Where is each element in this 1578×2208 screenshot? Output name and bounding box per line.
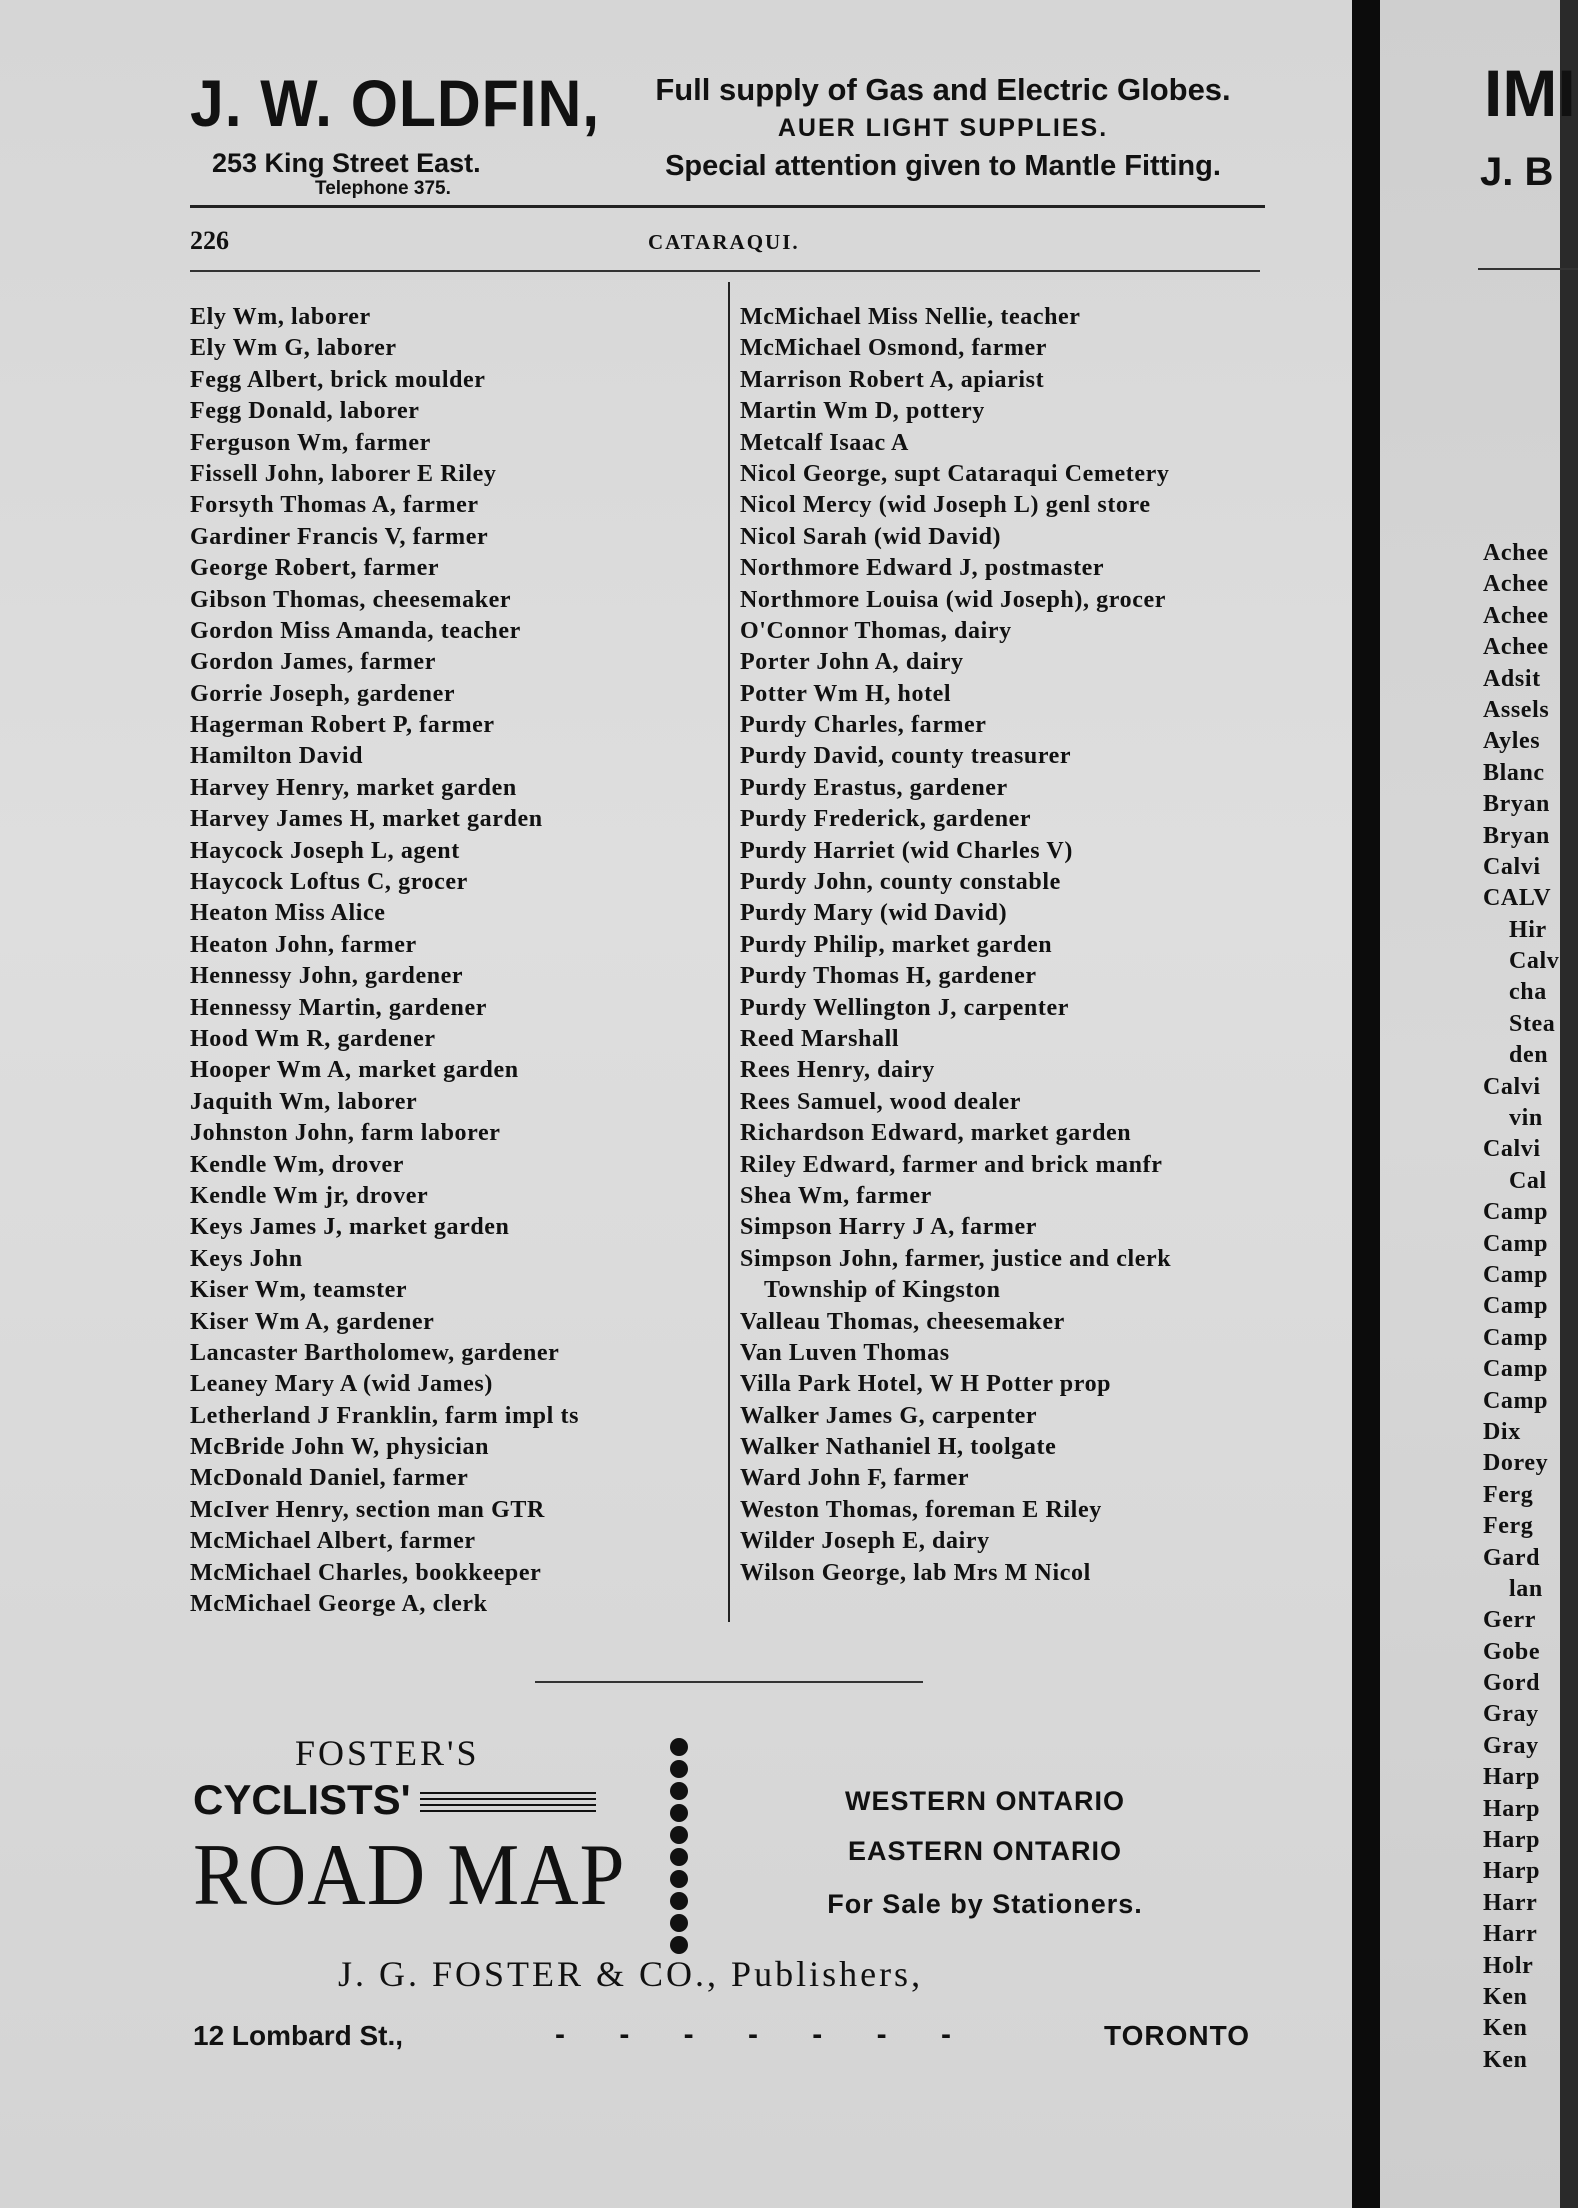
list-item: McDonald Daniel, farmer	[190, 1465, 469, 1492]
list-item: Fegg Donald, laborer	[190, 398, 420, 425]
list-item: Heaton John, farmer	[190, 931, 417, 958]
list-item: Nicol George, supt Cataraqui Cemetery	[740, 460, 1170, 487]
list-item: Calvi	[1483, 1073, 1541, 1100]
facing-page-title: IMI	[1484, 56, 1576, 130]
list-item: Wilson George, lab Mrs M Nicol	[740, 1559, 1091, 1586]
ad-line-2: AUER LIGHT SUPPLIES.	[777, 114, 1109, 142]
list-item: Purdy Erastus, gardener	[740, 774, 1008, 801]
list-item: cha	[1509, 979, 1547, 1006]
list-item: Gard	[1483, 1544, 1541, 1571]
list-item: Stea	[1509, 1010, 1556, 1037]
ad-city: TORONTO	[1104, 2020, 1250, 2051]
facing-page-list	[1483, 538, 1559, 2076]
advertiser-street: 253 King Street East.	[212, 148, 481, 178]
list-item: Northmore Louisa (wid Joseph), grocer	[740, 586, 1166, 613]
list-item: McMichael George A, clerk	[190, 1591, 488, 1618]
list-item: Riley Edward, farmer and brick manfr	[740, 1151, 1163, 1178]
ad-western: WESTERN ONTARIO	[845, 1786, 1125, 1816]
list-item: Purdy Harriet (wid Charles V)	[740, 837, 1073, 864]
advertiser-name: J. W. OLDFIN,	[190, 66, 601, 140]
ad-line-1: Full supply of Gas and Electric Globes.	[655, 72, 1231, 107]
list-item: Harr	[1483, 1921, 1538, 1948]
list-item: Calv	[1509, 948, 1560, 975]
list-item: Gibson Thomas, cheesemaker	[190, 586, 512, 613]
list-item: Leaney Mary A (wid James)	[190, 1371, 493, 1398]
list-item: Fissell John, laborer E Riley	[190, 460, 497, 487]
list-item: Reed Marshall	[740, 1025, 900, 1052]
list-item: Hood Wm R, gardener	[190, 1025, 436, 1052]
list-item: Keys John	[190, 1245, 303, 1272]
dot-divider	[670, 1738, 688, 1958]
list-item: Walker Nathaniel H, toolgate	[740, 1434, 1057, 1461]
list-item: Letherland J Franklin, farm impl ts	[190, 1402, 580, 1429]
list-item: Forsyth Thomas A, farmer	[190, 492, 479, 519]
list-item: McIver Henry, section man GTR	[190, 1496, 545, 1523]
list-item: Keys James J, market garden	[190, 1214, 510, 1241]
list-item: Rees Samuel, wood dealer	[740, 1088, 1022, 1115]
list-item: Gray	[1483, 1732, 1539, 1759]
list-item: Ken	[1483, 2015, 1528, 2042]
list-item: Nicol Sarah (wid David)	[740, 523, 1002, 550]
list-item: Camp	[1483, 1356, 1549, 1383]
list-item: Calvi	[1483, 1136, 1541, 1163]
list-item: Purdy Charles, farmer	[740, 712, 987, 739]
list-item: Lancaster Bartholomew, gardener	[190, 1339, 560, 1366]
list-item: Northmore Edward J, postmaster	[740, 555, 1105, 582]
facing-page-fragment	[1380, 0, 1576, 2208]
list-item: Harvey Henry, market garden	[190, 774, 517, 801]
list-item: Calvi	[1483, 853, 1541, 880]
list-item: Adsit	[1483, 665, 1541, 692]
advertiser-phone: Telephone 375.	[315, 178, 451, 199]
list-item: McMichael Charles, bookkeeper	[190, 1559, 542, 1586]
list-item: CALV	[1483, 885, 1552, 912]
ad-cyclists: CYCLISTS'	[193, 1776, 411, 1823]
header-rule	[190, 205, 1265, 208]
column-divider	[728, 282, 730, 1622]
list-item: Johnston John, farm laborer	[190, 1120, 501, 1147]
list-item: Rees Henry, dairy	[740, 1057, 935, 1084]
list-item: Camp	[1483, 1324, 1549, 1351]
list-item: McMichael Osmond, farmer	[740, 335, 1047, 362]
list-item: Hamilton David	[190, 743, 364, 770]
ad-address: 12 Lombard St.,	[193, 2020, 404, 2051]
list-item: Bryan	[1483, 791, 1551, 818]
left-column	[190, 302, 720, 1620]
list-item: Gorrie Joseph, gardener	[190, 680, 456, 707]
list-item: Harr	[1483, 1889, 1538, 1916]
list-item: Harp	[1483, 1795, 1541, 1822]
list-item: den	[1509, 1042, 1549, 1069]
list-item: McMichael Albert, farmer	[190, 1528, 476, 1555]
list-item: Gobe	[1483, 1638, 1541, 1665]
list-item: George Robert, farmer	[190, 555, 440, 582]
list-item: Assels	[1483, 696, 1550, 723]
list-item: McBride John W, physician	[190, 1434, 490, 1461]
list-item: Ward John F, farmer	[740, 1465, 970, 1492]
list-item: Marrison Robert A, apiarist	[740, 366, 1045, 393]
list-item: Bryan	[1483, 822, 1551, 849]
list-item: Kendle Wm, drover	[190, 1151, 404, 1178]
list-item: Purdy Philip, market garden	[740, 931, 1053, 958]
list-item: vin	[1509, 1105, 1543, 1132]
list-item: Harvey James H, market garden	[190, 806, 543, 833]
list-item: Kendle Wm jr, drover	[190, 1182, 429, 1209]
list-item: Ely Wm G, laborer	[190, 335, 397, 362]
list-item: Gerr	[1483, 1607, 1537, 1634]
list-item: Camp	[1483, 1261, 1549, 1288]
list-item: Achee	[1483, 602, 1549, 629]
ad-regions	[760, 1776, 1210, 1932]
list-item: Ken	[1483, 2046, 1528, 2073]
list-item: Holr	[1483, 1952, 1534, 1979]
ad-fosters: FOSTER'S	[295, 1733, 480, 1773]
list-item: Kiser Wm A, gardener	[190, 1308, 435, 1335]
ad-dashes: - - - - - - -	[555, 2018, 951, 2051]
list-item: Ferguson Wm, farmer	[190, 429, 431, 456]
decorative-lines	[420, 1792, 596, 1814]
list-item: Hagerman Robert P, farmer	[190, 712, 495, 739]
footer-rule	[535, 1681, 923, 1683]
ad-eastern: EASTERN ONTARIO	[847, 1836, 1122, 1866]
oldfin-advertisement	[190, 66, 636, 199]
list-item: Purdy Frederick, gardener	[740, 806, 1032, 833]
list-item: Shea Wm, farmer	[740, 1182, 932, 1209]
list-item: Hennessy John, gardener	[190, 963, 464, 990]
list-item: Richardson Edward, market garden	[740, 1120, 1132, 1147]
ad-line-3: Special attention given to Mantle Fitting.	[665, 150, 1221, 182]
list-item: Purdy Mary (wid David)	[740, 900, 1008, 927]
list-item: Heaton Miss Alice	[190, 900, 386, 927]
facing-page-subtitle: J. B	[1480, 150, 1554, 194]
list-item: Purdy David, county treasurer	[740, 743, 1072, 770]
list-item: Cal	[1509, 1167, 1547, 1194]
list-item: Valleau Thomas, cheesemaker	[740, 1308, 1065, 1335]
list-item: Wilder Joseph E, dairy	[740, 1528, 990, 1555]
list-item: lan	[1509, 1575, 1543, 1602]
ad-publishers: J. G. FOSTER & CO., Publishers,	[338, 1954, 924, 1994]
list-item: Camp	[1483, 1387, 1549, 1414]
list-item: Fegg Albert, brick moulder	[190, 366, 486, 393]
list-item: Nicol Mercy (wid Joseph L) genl store	[740, 492, 1151, 519]
list-item: Gray	[1483, 1701, 1539, 1728]
list-item: Ferg	[1483, 1481, 1534, 1508]
facing-page-rule	[1478, 268, 1578, 270]
list-item: Achee	[1483, 540, 1549, 566]
list-item: Metcalf Isaac A	[740, 429, 909, 456]
list-item: Dorey	[1483, 1450, 1549, 1477]
list-item: Walker James G, carpenter	[740, 1402, 1038, 1429]
list-item: Ely Wm, laborer	[190, 304, 371, 330]
list-item: Porter John A, dairy	[740, 649, 964, 676]
list-item: O'Connor Thomas, dairy	[740, 617, 1012, 644]
list-item: McMichael Miss Nellie, teacher	[740, 304, 1081, 330]
ad-for-sale: For Sale by Stationers.	[827, 1889, 1143, 1919]
right-column	[740, 302, 1280, 1589]
list-item: Hir	[1509, 916, 1547, 943]
running-head-rule	[190, 270, 1260, 272]
list-item: Harp	[1483, 1764, 1541, 1791]
list-item: Weston Thomas, foreman E Riley	[740, 1496, 1102, 1523]
list-item: Gord	[1483, 1670, 1541, 1697]
list-item: Villa Park Hotel, W H Potter prop	[740, 1371, 1112, 1398]
list-item: Purdy John, county constable	[740, 869, 1061, 896]
list-item: Jaquith Wm, laborer	[190, 1088, 418, 1115]
list-item: Purdy Thomas H, gardener	[740, 963, 1037, 990]
list-item-continuation: Township of Kingston	[764, 1277, 1001, 1304]
list-item: Ken	[1483, 1983, 1528, 2010]
ad-road-map: ROAD MAP	[193, 1827, 626, 1924]
list-item: Camp	[1483, 1230, 1549, 1257]
list-item: Haycock Joseph L, agent	[190, 837, 460, 864]
list-item: Harp	[1483, 1858, 1541, 1885]
list-item: Simpson John, farmer, justice and clerk	[740, 1245, 1172, 1272]
list-item: Dix	[1483, 1418, 1521, 1445]
list-item: Achee	[1483, 634, 1549, 661]
list-item: Ayles	[1483, 728, 1541, 755]
list-item: Purdy Wellington J, carpenter	[740, 994, 1069, 1021]
running-head: CATARAQUI.	[648, 230, 800, 254]
oldfin-ad-copy	[618, 70, 1268, 186]
list-item: Hooper Wm A, market garden	[190, 1057, 519, 1084]
list-item: Hennessy Martin, gardener	[190, 994, 487, 1021]
list-item: Simpson Harry J A, farmer	[740, 1214, 1037, 1241]
list-item: Van Luven Thomas	[740, 1339, 950, 1366]
list-item: Haycock Loftus C, grocer	[190, 869, 468, 896]
list-item: Gordon Miss Amanda, teacher	[190, 617, 521, 644]
list-item: Gardiner Francis V, farmer	[190, 523, 489, 550]
list-item: Blanc	[1483, 759, 1545, 786]
list-item: Potter Wm H, hotel	[740, 680, 952, 707]
list-item: Harp	[1483, 1827, 1541, 1854]
list-item: Kiser Wm, teamster	[190, 1277, 408, 1304]
list-item: Achee	[1483, 571, 1549, 598]
list-item: Ferg	[1483, 1513, 1534, 1540]
list-item: Camp	[1483, 1199, 1549, 1226]
list-item: Gordon James, farmer	[190, 649, 436, 676]
book-gutter	[1352, 0, 1380, 2208]
list-item: Camp	[1483, 1293, 1549, 1320]
page-number: 226	[190, 226, 229, 255]
list-item: Martin Wm D, pottery	[740, 398, 985, 425]
